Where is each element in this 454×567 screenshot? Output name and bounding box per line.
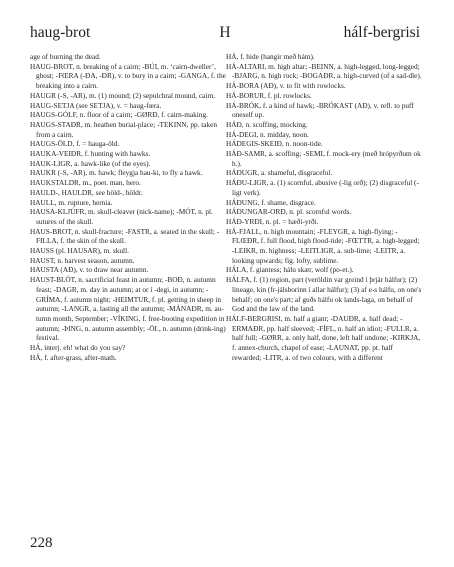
dictionary-entry: HAULD-, HAULDR, see höld-, höldr. [30, 187, 143, 197]
dictionary-entry: HÁ, f. after-grass, after-math. [30, 352, 117, 362]
dictionary-entry: HÁ-BORA (AÐ), v. to fit with rowlocks. [226, 81, 346, 91]
dictionary-entry: HAUST-BLÓT, n. sacrificial feast in autumn; -BOÐ, n. autumn feast; -DAGR, m. day in autumn; at or í -degi, in autumn; -GRÍMA, f. autumn night; -HEIMTUR, f. pl. getting in sheep in autumn; -LANGR, a. lasting all the autumn; -MÁNAÐR, m. au-tumn month, September; -VÍKING, f. free-booting expedition in autumn; -ÞING, n. autumn assembly; -ÖL, n. autumn (drink-ing) festival. [30, 275, 226, 343]
dictionary-entry: HÁLA, f. giantess; hálu skær, wolf (po-et.). [226, 265, 354, 275]
section-letter: H [219, 24, 231, 41]
dictionary-entry: HÁÐUNG, f. shame, disgrace. [226, 197, 316, 207]
dictionary-entry: HAUG-SETJA (see SETJA), v. = haug-fœra. [30, 100, 162, 110]
dictionary-entry: age of burning the dead. [30, 52, 101, 61]
dictionary-entry: HAUGS-GÓLF, n. floor of a cairn; -GØRÐ, f. cairn-making. [30, 110, 208, 120]
dictionary-entry: HAUK-LIGR, a. hawk-like (of the eyes). [30, 158, 151, 168]
dictionary-entry: HÁÐUGR, a. shameful, disgraceful. [226, 168, 333, 178]
left-guide-word: haug-brot [30, 24, 91, 41]
dictionary-entry: HAUSA-KLJÚFR, m. skull-cleaver (nick-name); -MÓT, n. pl. sutures of the skull. [30, 207, 213, 226]
dictionary-entry: HAUKA-VEIÐR, f. hunting with hawks. [30, 149, 151, 159]
dictionary-entry: HAUS-BROT, n. skull-fracture; -FASTR, a. seated in the skull; -FILLA, f. the skin of the skull. [30, 226, 220, 246]
dictionary-entry: HAUSTA (AÐ), v. to draw near autumn. [30, 265, 149, 275]
dictionary-entry: HÁLFA, f. (1) region, part (veröldin var greind í þrjár hálfur); (2) lineage, kin (fr-jálsborinn í allar hálfur); (3) af e-s hálfu, on one's behalf; on one's part; af guðs hálfu ok lands-laga, on behalf of God and the law of the land. [226, 275, 422, 314]
dictionary-entry: HÁ-DEGI, n. midday, noon. [226, 129, 309, 139]
dictionary-entry: HÁDEGIS-SKEIÐ, n. noon-tide. [226, 139, 323, 149]
right-column [226, 52, 422, 363]
dictionary-entry: HAUGR (-S, -AR), m. (1) mound; (2) sepulchral mound, cairn. [30, 90, 216, 100]
dictionary-entry: HÁ-ALTARI, m. high altar; -BEINN, a. high-legged, long-legged; -BJARG, n. high rock; -BOGAÐR, a. high-curved (of a sad-dle). [226, 61, 422, 81]
dictionary-entry: HÁÐ-YRÐI, n. pl. = hæði-yrði. [226, 216, 319, 226]
dictionary-entry: HÁÐ, n. scoffing, mocking. [226, 119, 308, 129]
dictionary-entry: HAUGS-ÖLD, f. = hauga-öld. [30, 139, 120, 149]
page-number: 228 [30, 535, 53, 551]
dictionary-entry: HÁÐU-LIGR, a. (1) scornful, abusive (-lig orð); (2) disgraceful (-ligt verk). [226, 178, 419, 197]
dictionary-entry: HÁLF-BERGRISI, m. half a giant; -DAUÐR, a. half dead; -ERMAÐR, pp. half sleeved; -FÍFL, n. half an idiot; -FULLR, a. half full; -GØRR, a. only half, done, left half undone; -KIRKJA, f. annex-church, chapel of ease; -LAUNAT, pp. pt. half rewarded; -LITR, a. of two colours, with a different [226, 313, 421, 362]
dictionary-entry: HÁ-BRÓK, f. a kind of hawk; -BRÓKAST (AÐ), v. refl. to puff oneself up. [226, 100, 414, 120]
dictionary-entry: HAUGS-STAÐR, m. heathen burial-place; -TEKINN, pp. taken from a cairn. [30, 119, 218, 139]
right-guide-word: hálf-bergrisi [343, 24, 420, 41]
dictionary-entry: HAULL, m. rupture, hernia. [30, 197, 113, 207]
dictionary-entry: HÁ-BORUR, f. pl. rowlocks. [226, 90, 312, 100]
dictionary-entry: HAUKSTALDR, m., poet. man, hero. [30, 178, 141, 188]
page-header [30, 24, 420, 44]
dictionary-entry: HÁ, f. hide (hangir með hám). [226, 52, 315, 61]
dictionary-entry: HÁÐ-SAMR, a. scoffing; -SEMI, f. mock-ery (með hrópyrðum ok h.). [226, 149, 421, 168]
dictionary-entry: HÁ, interj. eh! what do you say? [30, 343, 126, 353]
dictionary-entry: HAUSS (pl. HAUSAR), m. skull. [30, 246, 129, 256]
dictionary-entry: HAUG-BROT, n. breaking of a cairn; -BÚI, m. ‘cairn-dweller’, ghost; -FŒRA (-ÐA, -ÐR), v. to bury in a cairn; -GANGA, f. the breaking into a cairn. [30, 61, 226, 91]
left-column [30, 52, 228, 363]
dictionary-entry: HÁ-FJALL, n. high mountain; -FLEYGR, a. high-flying; -FLŒÐR, f. full flood, high flood-tide; -FŒTTR, a. high-legged; -LEIKR, m. highness; -LEITLIGR, a. sub-lime; -LEITR, a. looking upwards; fig. lofty, sublime. [226, 226, 420, 265]
dictionary-entry: HAUKR (-S, -AR), m. hawk; fleygja hau-ki, to fly a hawk. [30, 168, 203, 178]
dictionary-entry: HAUST, n. harvest season, autumn. [30, 255, 135, 265]
dictionary-entry: HÁÐUNGAR-ORÐ, n. pl. scornful words. [226, 207, 352, 217]
